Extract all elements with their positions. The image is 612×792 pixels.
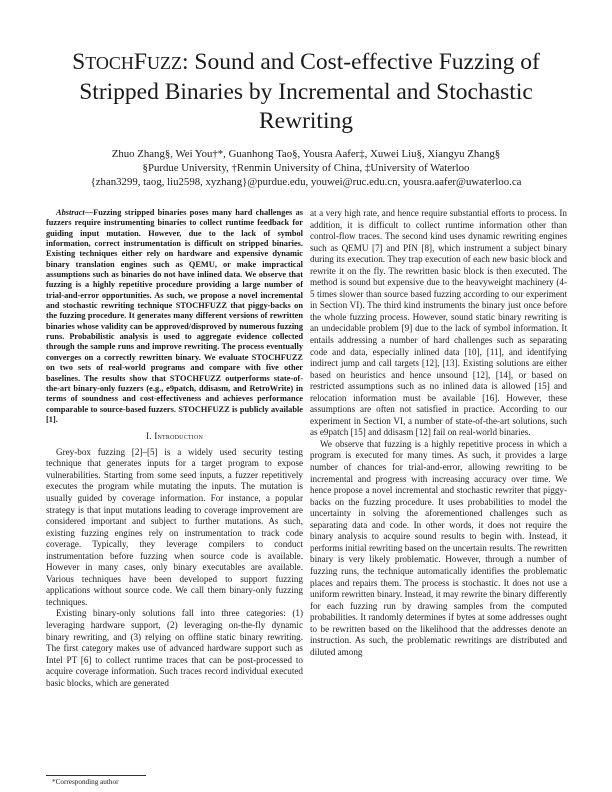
author-names: Zhuo Zhang§, Wei You†*, Guanhong Tao§, Yousra Aafer‡, Xuwei Liu§, Xiangyu Zhang§ xyxy=(111,148,501,160)
left-column xyxy=(46,208,303,689)
abstract xyxy=(46,208,303,425)
paragraph: Grey-box fuzzing [2]–[5] is a widely used security testing technique that generates inputs for a target program to expose vulnerabilities. Starting from some seed inputs, a fuzzer repetitively executes the program while mutating the inputs. The mutation is usually guided by coverage information. For instance, a popular strategy is that input mutations leading to coverage improvement are considered important and subject to further mutations. As such, existing fuzzing engines rely on instrumentation to track code coverage. Typically, they leverage compilers to conduct instrumentation before fuzzing when source code is available. However in many cases, only binary executables are available. Various techniques have been developed to support fuzzing applications without source code. We call them binary-only fuzzing techniques. xyxy=(46,446,303,607)
footnote: *Corresponding author xyxy=(52,778,119,786)
footnote-rule xyxy=(46,775,146,776)
right-column xyxy=(310,208,567,658)
paragraph: Existing binary-only solutions fall into three categories: (1) leveraging hardware support, (2) leveraging on-the-fly dynamic binary rewriting, and (3) relying on offline static binary rewriting. The first category makes use of advanced hardware support such as Intel PT [6] to collect runtime traces that can be post-processed to acquire coverage information. Such traces record individual executed basic blocks, which are generated xyxy=(46,608,303,688)
abstract-text: —Fuzzing stripped binaries poses many hard challenges as fuzzers require instrumenting binaries to collect runtime feedback for guiding input mutation. However, due to the lack of symbol information, correct instrumentation is difficult on stripped binaries. Existing techniques either rely on hardware and expensive dynamic binary translation engines such as QEMU, or make impractical assumptions such as binaries do not have inlined data. We observe that fuzzing is a highly repetitive procedure providing a large number of trial-and-error opportunities. As such, we propose a novel incremental and stochastic rewriting technique STOCHFUZZ that piggy-backs on the fuzzing procedure. It generates many different versions of rewritten binaries whose validity can be approved/disproved by numerous fuzzing runs. Probabilistic analysis is used to aggregate evidence collected through the sample runs and improve rewriting. The process eventually converges on a correctly rewritten binary. We evaluate STOCHFUZZ on two sets of real-world programs and compare with five other baselines. The results show that STOCHFUZZ outperforms state-of-the-art binary-only fuzzers (e.g., e9patch, ddisasm, and RetroWrite) in terms of soundness and cost-effectiveness and achieves performance comparable to source-based fuzzers. STOCHFUZZ is publicly available [1]. xyxy=(46,208,303,424)
paragraph: at a very high rate, and hence require substantial efforts to process. In addition, it is difficult to collect runtime information other than control-flow traces. The second kind uses dynamic rewriting engines such as QEMU [7] and PIN [8], which instrument a subject binary during its execution. They trap execution of each new basic block and rewrite it on the fly. The rewritten basic block is then executed. The method is sound but expensive due to the heavyweight machinery (4-5 times slower than source based fuzzing according to our experiment in Section VI). The third kind instruments the binary just once before the whole fuzzing process. However, sound static binary rewriting is an undecidable problem [9] due to the lack of symbol information. It entails addressing a number of hard challenges such as separating code and data, especially inlined data [10], [11], and identifying indirect jump and call targets [12], [13]. Existing solutions are either based on heuristics and hence unsound [12], [14], or based on restricted assumptions such as no inlined data is allowed [15] and relocation information must be available [16]. However, these assumptions are often not satisfied in practice. According to our experiment in Section VI, a number of state-of-the-art solutions, such as e9patch [15] and ddisasm [12] fail on real-world binaries. xyxy=(310,208,567,438)
paragraph: We observe that fuzzing is a highly repetitive process in which a program is executed for many times. As such, it provides a large number of chances for trial-and-error, allowing rewriting to be incremental and progress with increasing accuracy over time. We hence propose a novel incremental and stochastic rewriter that piggy-backs on the fuzzing procedure. It uses probabilities to model the uncertainty in solving the aforementioned challenges such as separating data and code. In other words, it does not require the binary analysis to acquire sound results to begin with. Instead, it performs initial rewriting based on the uncertain results. The rewritten binary is very likely problematic. However, through a number of fuzzing runs, the technique automatically identifies the problematic places and repairs them. The process is stochastic. It does not use a uniform rewritten binary. Instead, it may rewrite the binary differently for each fuzzing run by drawing samples from the computed probabilities. It randomly determines if bytes at some addresses ought to be rewritten based on the likelihood that the addresses denote an instruction. As such, the problematic rewritings are distributed and diluted among xyxy=(310,438,567,657)
author-block xyxy=(40,148,572,189)
section-heading: I. Introduction xyxy=(145,431,204,442)
author-affiliations: §Purdue University, †Renmin University of China, ‡University of Waterloo xyxy=(142,161,470,174)
paper-title: STOCHFUZZ: Sound and Cost-effective Fuzzing of Stripped Binaries by Incremental and Stochastic Rewriting xyxy=(72,49,540,134)
author-emails: {zhan3299, taog, liu2598, xyzhang}@purdue.edu, youwei@ruc.edu.cn, yousra.aafer@uwaterloo.ca xyxy=(90,175,522,188)
abstract-label: Abstract xyxy=(56,208,85,217)
